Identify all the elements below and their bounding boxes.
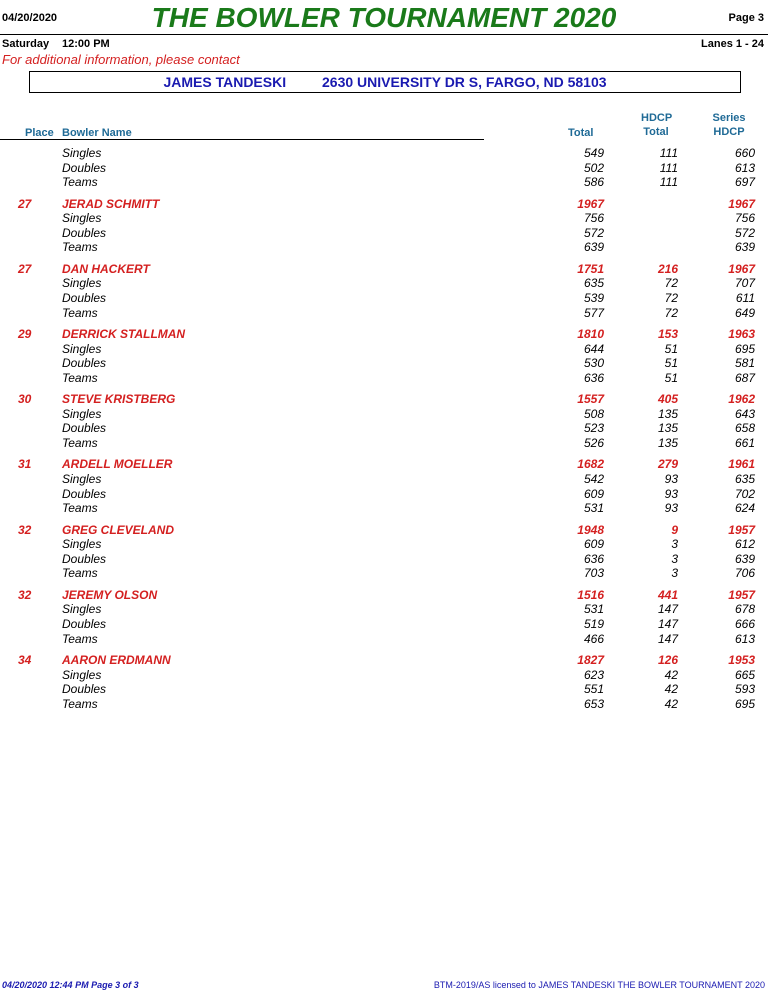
event-row xyxy=(0,211,768,225)
series-cell: 695 xyxy=(734,696,755,711)
series-cell: 635 xyxy=(734,472,755,486)
total-cell: 466 xyxy=(583,631,604,646)
name-cell: DERRICK STALLMAN xyxy=(62,327,186,342)
name-cell: Doubles xyxy=(62,682,107,697)
contact-address: 2630 UNIVERSITY DR S, FARGO, ND 58103 xyxy=(322,74,607,90)
bowler-row xyxy=(0,653,768,667)
hdcp-cell: 147 xyxy=(657,602,678,617)
place-cell: 32 xyxy=(18,587,32,602)
place-cell: 30 xyxy=(18,392,32,407)
total-cell: 1810 xyxy=(577,327,604,342)
series-cell: 1962 xyxy=(728,392,755,407)
column-header-series-hdcp xyxy=(712,111,746,139)
total-cell: 539 xyxy=(583,290,604,305)
place-cell: 27 xyxy=(18,261,32,276)
series-cell: 687 xyxy=(734,370,755,385)
series-cell: 1967 xyxy=(728,261,755,276)
event-row xyxy=(0,566,768,580)
name-cell: Doubles xyxy=(62,356,107,371)
event-row xyxy=(0,602,768,616)
series-cell: 639 xyxy=(734,240,755,255)
name-cell: Teams xyxy=(62,501,98,516)
column-header-series-top: Series xyxy=(712,112,746,124)
name-cell: Singles xyxy=(62,146,102,160)
event-row xyxy=(0,291,768,305)
hdcp-cell: 126 xyxy=(657,653,678,668)
hdcp-cell: 51 xyxy=(664,370,678,385)
hdcp-cell: 9 xyxy=(671,522,678,537)
column-header-place: Place xyxy=(25,127,54,139)
contact-box xyxy=(29,71,741,93)
total-cell: 635 xyxy=(583,276,604,291)
total-cell: 531 xyxy=(583,602,604,617)
total-cell: 623 xyxy=(583,667,604,682)
name-cell: Singles xyxy=(62,472,102,486)
place-cell: 32 xyxy=(18,522,32,537)
hdcp-cell: 135 xyxy=(657,421,678,436)
event-row xyxy=(0,342,768,356)
series-cell: 1957 xyxy=(728,587,755,602)
event-row xyxy=(0,356,768,370)
header-divider xyxy=(0,34,768,35)
total-cell: 1516 xyxy=(577,587,604,602)
name-cell: Teams xyxy=(62,175,98,190)
event-row xyxy=(0,617,768,631)
total-cell: 609 xyxy=(583,537,604,552)
name-cell: AARON ERDMANN xyxy=(62,653,171,668)
series-cell: 1957 xyxy=(728,522,755,537)
hdcp-cell: 3 xyxy=(671,537,678,552)
series-cell: 643 xyxy=(734,406,755,421)
bowler-row xyxy=(0,197,768,211)
event-row xyxy=(0,371,768,385)
series-cell: 695 xyxy=(734,341,755,356)
hdcp-cell: 42 xyxy=(664,682,678,697)
column-header-bowler-name: Bowler Name xyxy=(62,127,132,139)
hdcp-cell: 147 xyxy=(657,631,678,646)
event-row xyxy=(0,436,768,450)
series-cell: 612 xyxy=(734,537,755,552)
name-cell: Singles xyxy=(62,537,102,552)
total-cell: 1967 xyxy=(577,196,604,211)
series-cell: 649 xyxy=(734,305,755,320)
series-cell: 613 xyxy=(734,631,755,646)
name-cell: Doubles xyxy=(62,551,107,566)
hdcp-cell: 111 xyxy=(659,160,678,175)
hdcp-cell: 216 xyxy=(657,261,678,276)
event-row xyxy=(0,472,768,486)
hdcp-cell: 405 xyxy=(657,392,678,407)
series-cell: 593 xyxy=(734,682,755,697)
total-cell: 586 xyxy=(583,175,604,190)
hdcp-cell: 42 xyxy=(664,696,678,711)
series-cell: 660 xyxy=(734,146,755,160)
total-cell: 1682 xyxy=(577,457,604,472)
series-cell: 697 xyxy=(734,175,755,190)
event-row xyxy=(0,276,768,290)
series-cell: 1961 xyxy=(728,457,755,472)
column-header-hdcp-total xyxy=(641,111,671,139)
hdcp-cell: 3 xyxy=(671,566,678,581)
event-row xyxy=(0,175,768,189)
hdcp-cell: 72 xyxy=(664,290,678,305)
series-cell: 658 xyxy=(734,421,755,436)
hdcp-cell: 72 xyxy=(664,276,678,291)
total-cell: 549 xyxy=(583,146,604,160)
total-cell: 1557 xyxy=(577,392,604,407)
hdcp-cell: 93 xyxy=(664,472,678,486)
event-row xyxy=(0,537,768,551)
session-time: 12:00 PM xyxy=(62,38,110,50)
series-cell: 581 xyxy=(734,356,755,371)
name-cell: ARDELL MOELLER xyxy=(62,457,173,472)
column-header-divider xyxy=(0,139,484,140)
name-cell: Doubles xyxy=(62,486,107,501)
series-cell: 666 xyxy=(734,616,755,631)
total-cell: 756 xyxy=(583,211,604,226)
hdcp-cell: 111 xyxy=(659,146,678,160)
contact-note: For additional information, please contact xyxy=(2,52,240,67)
page-number: Page 3 xyxy=(728,12,764,24)
series-cell: 707 xyxy=(734,276,755,291)
event-row xyxy=(0,682,768,696)
series-cell: 613 xyxy=(734,160,755,175)
name-cell: STEVE KRISTBERG xyxy=(62,392,176,407)
name-cell: Teams xyxy=(62,370,98,385)
event-row xyxy=(0,306,768,320)
total-cell: 531 xyxy=(583,501,604,516)
event-row xyxy=(0,632,768,646)
name-cell: DAN HACKERT xyxy=(62,261,150,276)
series-cell: 665 xyxy=(734,667,755,682)
event-row xyxy=(0,487,768,501)
series-cell: 678 xyxy=(734,602,755,617)
series-cell: 572 xyxy=(734,225,755,240)
series-cell: 1967 xyxy=(728,196,755,211)
hdcp-cell: 42 xyxy=(664,667,678,682)
hdcp-cell: 441 xyxy=(657,587,678,602)
hdcp-cell: 153 xyxy=(657,327,678,342)
name-cell: Teams xyxy=(62,631,98,646)
event-row xyxy=(0,668,768,682)
footer-timestamp: 04/20/2020 12:44 PM Page 3 of 3 xyxy=(2,980,139,990)
bowler-row xyxy=(0,262,768,276)
event-row xyxy=(0,146,768,160)
total-cell: 526 xyxy=(583,435,604,450)
place-cell: 31 xyxy=(18,457,32,472)
event-row xyxy=(0,552,768,566)
name-cell: Singles xyxy=(62,276,102,291)
hdcp-cell: 111 xyxy=(659,175,678,190)
column-header-total: Total xyxy=(568,127,594,139)
series-cell: 639 xyxy=(734,551,755,566)
total-cell: 572 xyxy=(583,225,604,240)
name-cell: Singles xyxy=(62,667,102,682)
total-cell: 609 xyxy=(583,486,604,501)
series-cell: 1953 xyxy=(728,653,755,668)
column-header-series-bottom: HDCP xyxy=(713,126,745,138)
event-row xyxy=(0,161,768,175)
report-date: 04/20/2020 xyxy=(2,12,58,24)
name-cell: Doubles xyxy=(62,616,107,631)
total-cell: 519 xyxy=(583,616,604,631)
name-cell: Teams xyxy=(62,566,98,581)
name-cell: Teams xyxy=(62,435,98,450)
name-cell: GREG CLEVELAND xyxy=(62,522,175,537)
name-cell: Teams xyxy=(62,240,98,255)
total-cell: 1751 xyxy=(577,261,604,276)
hdcp-cell: 93 xyxy=(664,501,678,516)
total-cell: 551 xyxy=(583,682,604,697)
name-cell: Doubles xyxy=(62,225,107,240)
name-cell: Doubles xyxy=(62,421,107,436)
name-cell: Singles xyxy=(62,211,102,226)
total-cell: 577 xyxy=(583,305,604,320)
total-cell: 523 xyxy=(583,421,604,436)
name-cell: Doubles xyxy=(62,160,107,175)
bowler-row xyxy=(0,392,768,406)
bowler-row xyxy=(0,457,768,471)
bowler-row xyxy=(0,523,768,537)
series-cell: 706 xyxy=(734,566,755,581)
place-cell: 29 xyxy=(18,327,32,342)
hdcp-cell: 3 xyxy=(671,551,678,566)
series-cell: 1963 xyxy=(728,327,755,342)
place-cell: 27 xyxy=(18,196,32,211)
series-cell: 624 xyxy=(734,501,755,516)
report-title: THE BOWLER TOURNAMENT 2020 xyxy=(151,2,617,33)
total-cell: 1827 xyxy=(577,653,604,668)
hdcp-cell: 147 xyxy=(657,616,678,631)
hdcp-cell: 135 xyxy=(657,406,678,421)
name-cell: Doubles xyxy=(62,290,107,305)
total-cell: 508 xyxy=(583,406,604,421)
hdcp-cell: 279 xyxy=(657,457,678,472)
name-cell: JEREMY OLSON xyxy=(62,587,158,602)
series-cell: 756 xyxy=(734,211,755,226)
lanes-range: Lanes 1 - 24 xyxy=(701,38,764,50)
hdcp-cell: 72 xyxy=(664,305,678,320)
name-cell: Teams xyxy=(62,696,98,711)
bowler-row xyxy=(0,588,768,602)
series-cell: 611 xyxy=(735,290,755,305)
event-row xyxy=(0,240,768,254)
total-cell: 1948 xyxy=(577,522,604,537)
event-row xyxy=(0,501,768,515)
hdcp-cell: 93 xyxy=(664,486,678,501)
total-cell: 636 xyxy=(583,551,604,566)
name-cell: JERAD SCHMITT xyxy=(62,196,160,211)
total-cell: 502 xyxy=(583,160,604,175)
event-row xyxy=(0,421,768,435)
contact-name: JAMES TANDESKI xyxy=(163,74,287,90)
name-cell: Singles xyxy=(62,406,102,421)
session-day: Saturday xyxy=(2,38,50,50)
total-cell: 653 xyxy=(583,696,604,711)
event-row xyxy=(0,226,768,240)
footer-license: BTM-2019/AS licensed to JAMES TANDESKI THE BOWLER TOURNAMENT 2020 xyxy=(433,980,765,990)
total-cell: 542 xyxy=(583,472,604,486)
place-cell: 34 xyxy=(18,653,32,668)
total-cell: 703 xyxy=(583,566,604,581)
total-cell: 639 xyxy=(583,240,604,255)
name-cell: Teams xyxy=(62,305,98,320)
hdcp-cell: 51 xyxy=(664,356,678,371)
series-cell: 702 xyxy=(734,486,755,501)
hdcp-cell: 135 xyxy=(657,435,678,450)
total-cell: 644 xyxy=(583,341,604,356)
event-row xyxy=(0,407,768,421)
column-header-hdcp-top: HDCP xyxy=(641,112,673,124)
column-header-hdcp-bottom: Total xyxy=(643,126,669,138)
hdcp-cell: 51 xyxy=(664,341,678,356)
total-cell: 530 xyxy=(583,356,604,371)
bowler-row xyxy=(0,327,768,341)
total-cell: 636 xyxy=(583,370,604,385)
name-cell: Singles xyxy=(62,602,102,617)
event-row xyxy=(0,697,768,711)
series-cell: 661 xyxy=(734,435,755,450)
name-cell: Singles xyxy=(62,341,102,356)
